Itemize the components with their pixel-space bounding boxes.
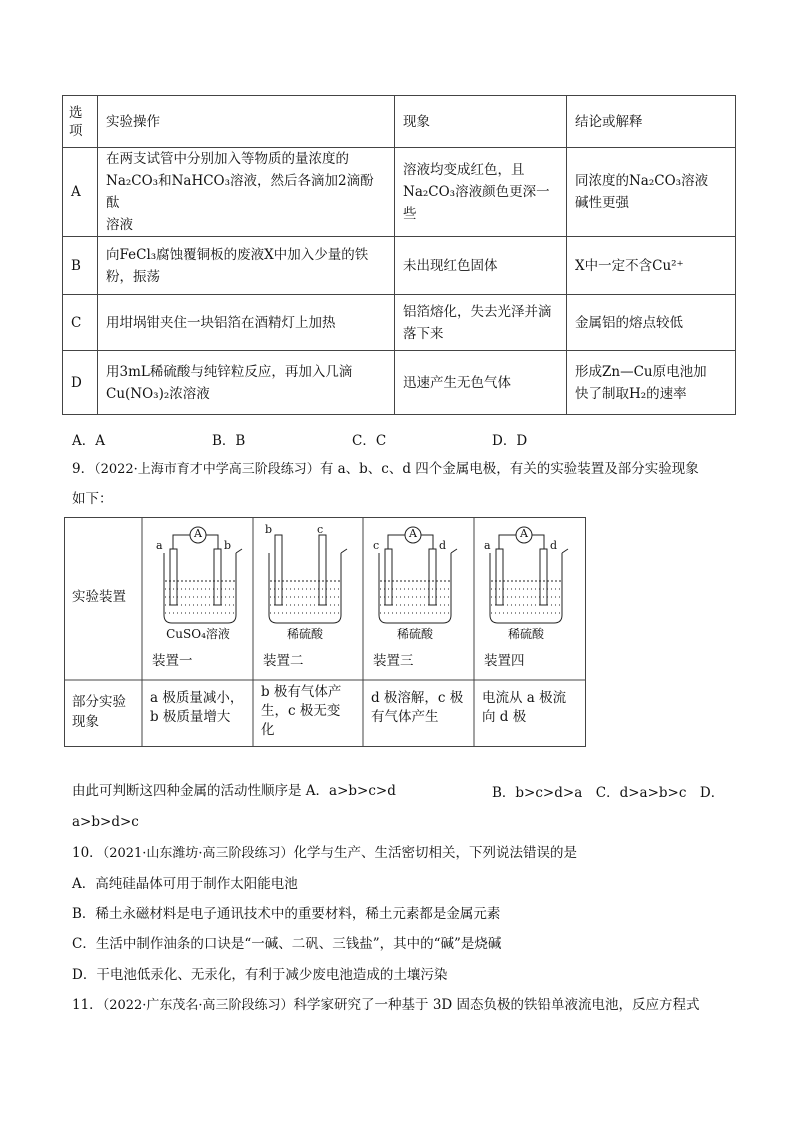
q9-row-label-device: 实验装置 bbox=[72, 589, 126, 605]
q9-table bbox=[64, 517, 586, 747]
q11-source: （2022·广东茂名·高三阶段练习） bbox=[102, 998, 294, 1013]
device-2-phenomenon: b 极有气体产 生，c 极无变 化 bbox=[261, 684, 342, 738]
q8-row-phenomenon: 溶液均变成红色，且 Na₂CO₃溶液颜色更深一 些 bbox=[395, 148, 567, 237]
q8-row-conclusion: X中一定不含Cu²⁺ bbox=[567, 237, 736, 295]
q9-choice-d-wrap[interactable]: a>b>d>c bbox=[72, 814, 139, 830]
q8-choice-c[interactable]: C．C bbox=[352, 433, 387, 449]
q10-number: 10． bbox=[72, 845, 103, 861]
q8-row-c bbox=[63, 295, 736, 351]
device-name: 装置四 bbox=[484, 653, 525, 669]
electrode-right-label: d bbox=[439, 539, 447, 552]
electrode-left-label: a bbox=[156, 539, 163, 552]
q8-row-phenomenon: 未出现红色固体 bbox=[395, 237, 567, 295]
device-4-phenomenon: 电流从 a 极流 向 d 极 bbox=[482, 690, 567, 725]
q8-row-operation: 用坩埚钳夹住一块铝箔在酒精灯上加热 bbox=[98, 295, 395, 351]
q10-option-d[interactable]: D．干电池低汞化、无汞化，有利于减少废电池造成的土壤污染 bbox=[72, 967, 448, 983]
q8-row-phenomenon: 铝箔熔化，失去光泽并滴 落下来 bbox=[395, 295, 567, 351]
electrode-right-label: d bbox=[550, 539, 558, 552]
q8-table bbox=[62, 95, 736, 415]
solution-label: 稀硫酸 bbox=[396, 627, 433, 641]
device-2-apparatus bbox=[257, 521, 361, 633]
device-4-apparatus bbox=[478, 521, 582, 633]
q9-stem-line1 bbox=[72, 459, 699, 480]
device-name: 装置三 bbox=[373, 653, 414, 669]
solution-label: 稀硫酸 bbox=[507, 627, 544, 641]
q8-row-operation: 在两支试管中分别加入等物质的量浓度的 Na₂CO₃和NaHCO₃溶液，然后各滴加2滴酚酞 溶液 bbox=[98, 148, 395, 237]
q10-option-c[interactable]: C．生活中制作油条的口诀是“一碱、二矾、三钱盐”，其中的“碱”是烧碱 bbox=[72, 936, 502, 952]
q11-stem: 11．（2022·广东茂名·高三阶段练习）科学家研究了一种基于 3D 固态负极的铁铅单液流电池，反应方程式 bbox=[72, 997, 700, 1013]
device-1-phenomenon: a 极质量减小， b 极质量增大 bbox=[150, 690, 244, 725]
q8-choice-d[interactable]: D．D bbox=[492, 433, 528, 449]
q8-header-phenomenon: 现象 bbox=[395, 96, 567, 148]
device-name: 装置二 bbox=[263, 653, 304, 669]
device-3 bbox=[367, 521, 471, 677]
q8-header-operation: 实验操作 bbox=[98, 96, 395, 148]
q8-row-phenomenon: 迅速产生无色气体 bbox=[395, 351, 567, 415]
q10-option-b[interactable]: B．稀土永磁材料是电子通讯技术中的重要材料，稀土元素都是金属元素 bbox=[72, 906, 501, 922]
electrode-right-label: b bbox=[224, 539, 232, 552]
q8-header-row bbox=[63, 96, 736, 148]
ammeter-label: A bbox=[194, 527, 202, 540]
q10-stem: 10．（2021·山东潍坊·高三阶段练习）化学与生产、生活密切相关，下列说法错误的是 bbox=[72, 845, 578, 861]
ammeter-label: A bbox=[409, 527, 417, 540]
q8-row-option: A bbox=[63, 148, 98, 237]
q8-header-option: 选 项 bbox=[63, 96, 98, 148]
q9-stem: 有 a、b、c、d 四个金属电极，有关的实验装置及部分实验现象 bbox=[319, 461, 699, 477]
electrode-left-label: c bbox=[373, 539, 380, 552]
device-4 bbox=[478, 521, 582, 677]
q9-stem-line2: 如下： bbox=[72, 491, 113, 507]
electrode-left-label: a bbox=[484, 539, 491, 552]
solution-label: 稀硫酸 bbox=[286, 627, 323, 641]
q9-conclusion bbox=[72, 781, 396, 801]
q8-header-conclusion: 结论或解释 bbox=[567, 96, 736, 148]
q9-choices-tail[interactable]: B．b>c>d>a C．d>a>b>c D． bbox=[492, 785, 725, 801]
electrode-right-label: c bbox=[317, 523, 324, 536]
q9-number: 9． bbox=[72, 461, 95, 477]
device-3-apparatus bbox=[367, 521, 471, 633]
q8-row-b bbox=[63, 237, 736, 295]
device-2 bbox=[257, 521, 361, 677]
q11-number: 11． bbox=[72, 997, 103, 1013]
q9-source: （2022·上海市育才中学高三阶段练习） bbox=[94, 462, 320, 477]
q8-row-operation: 用3mL稀硫酸与纯锌粒反应，再加入几滴 Cu(NO₃)₂浓溶液 bbox=[98, 351, 395, 415]
electrode-left-label: b bbox=[265, 523, 273, 536]
q8-row-d bbox=[63, 351, 736, 415]
q8-choice-b[interactable]: B．B bbox=[212, 433, 246, 449]
ammeter-label: A bbox=[520, 527, 528, 540]
q10-option-a[interactable]: A．高纯硅晶体可用于制作太阳能电池 bbox=[72, 876, 298, 892]
q8-row-operation: 向FeCl₃腐蚀覆铜板的废液X中加入少量的铁 粉，振荡 bbox=[98, 237, 395, 295]
q8-row-option: D bbox=[63, 351, 98, 415]
q8-choice-a[interactable]: A．A bbox=[72, 433, 105, 449]
q8-row-conclusion: 同浓度的Na₂CO₃溶液 碱性更强 bbox=[567, 148, 736, 237]
q9-choice-a[interactable]: 由此可判断这四种金属的活动性顺序是 A．a>b>c>d bbox=[72, 783, 396, 799]
q8-row-option: C bbox=[63, 295, 98, 351]
q8-row-option: B bbox=[63, 237, 98, 295]
device-3-phenomenon: d 极溶解，c 极 有气体产生 bbox=[371, 690, 464, 725]
q10-source: （2021·山东潍坊·高三阶段练习） bbox=[102, 846, 294, 861]
q9-row-label-phenomenon: 部分实验 现象 bbox=[72, 694, 126, 730]
device-name: 装置一 bbox=[152, 653, 193, 669]
q8-row-a bbox=[63, 148, 736, 237]
solution-label: CuSO₄溶液 bbox=[166, 627, 230, 641]
device-1 bbox=[146, 521, 250, 677]
q8-row-conclusion: 形成Zn—Cu原电池加 快了制取H₂的速率 bbox=[567, 351, 736, 415]
q8-row-conclusion: 金属铝的熔点较低 bbox=[567, 295, 736, 351]
